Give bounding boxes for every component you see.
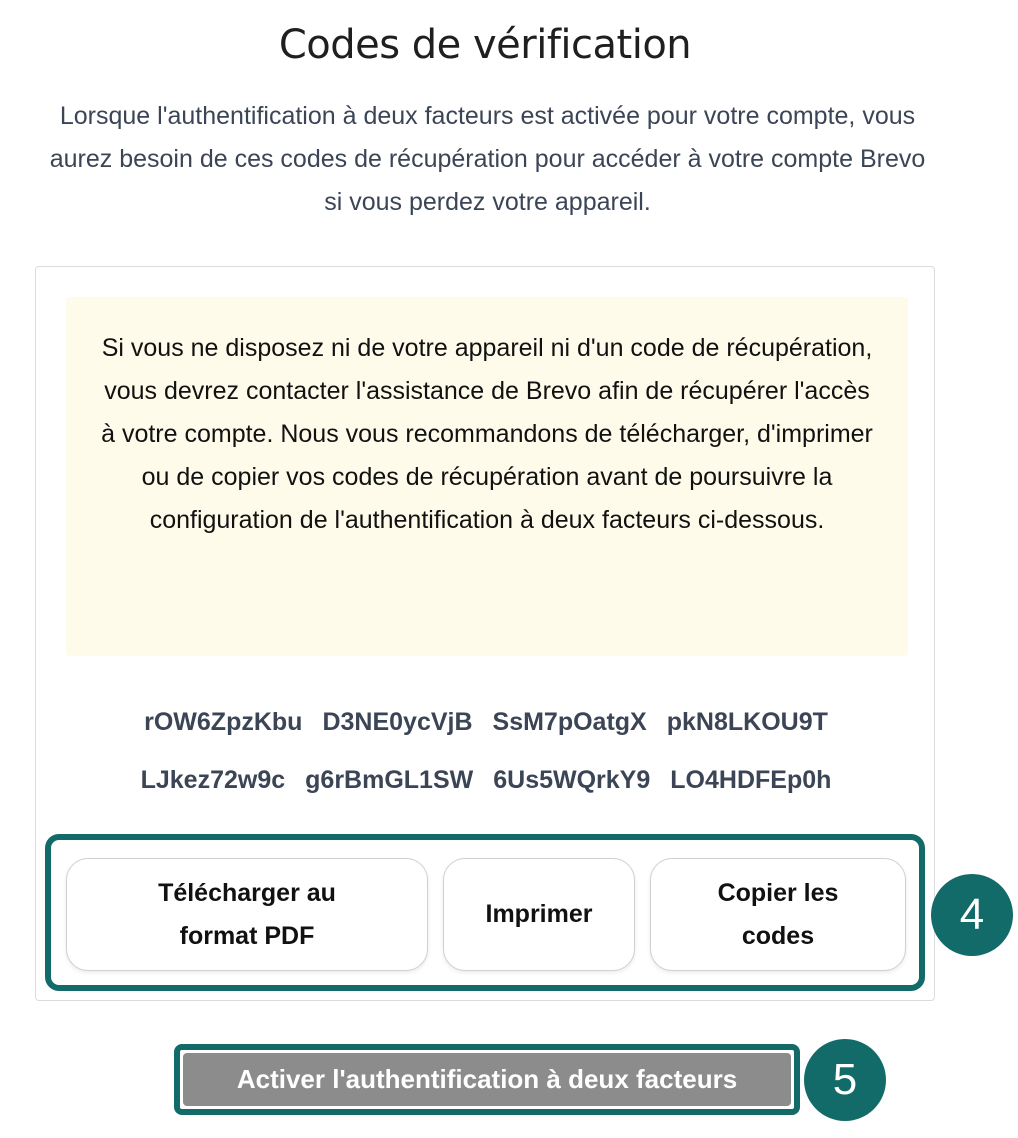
copy-codes-button[interactable]: Copier les codes [650,858,906,971]
download-pdf-button[interactable]: Télécharger au format PDF [66,858,428,971]
codes-row [36,757,936,815]
recovery-code: rOW6ZpzKbu [144,708,303,736]
step-4-badge: 4 [931,874,1013,956]
recovery-code: pkN8LKOU9T [666,708,828,736]
recovery-code: LO4HDFEp0h [670,766,832,794]
codes-row [36,699,936,757]
activate-2fa-button[interactable]: Activer l'authentification à deux facteurs [183,1053,791,1106]
recovery-code: LJkez72w9c [140,766,286,794]
intro-text: Lorsque l'authentification à deux facteurs est activée pour votre compte, vous aurez besoin de ces codes de récupération pour accéder à votre compte Brevo si vous perdez votre appareil. [49,102,926,216]
recovery-codes [36,699,936,815]
recovery-code: g6rBmGL1SW [305,766,474,794]
recovery-code: SsM7pOatgX [492,708,647,736]
recovery-code: D3NE0ycVjB [322,708,473,736]
page-title: Codes de vérification [278,22,692,68]
warning-notice: Si vous ne disposez ni de votre appareil ni d'un code de récupération, vous devrez contacter l'assistance de Brevo afin de récupérer l'accès à votre compte. Nous vous recommandons de télécharger, d'imprimer ou de copier vos codes de récupération avant de poursuivre la configuration de l'authentification à deux facteurs ci-dessous. [66,297,908,656]
step-5-highlight [174,1044,800,1115]
print-button[interactable]: Imprimer [443,858,635,971]
recovery-code: 6Us5WQrkY9 [493,766,651,794]
step-5-badge: 5 [804,1039,886,1121]
